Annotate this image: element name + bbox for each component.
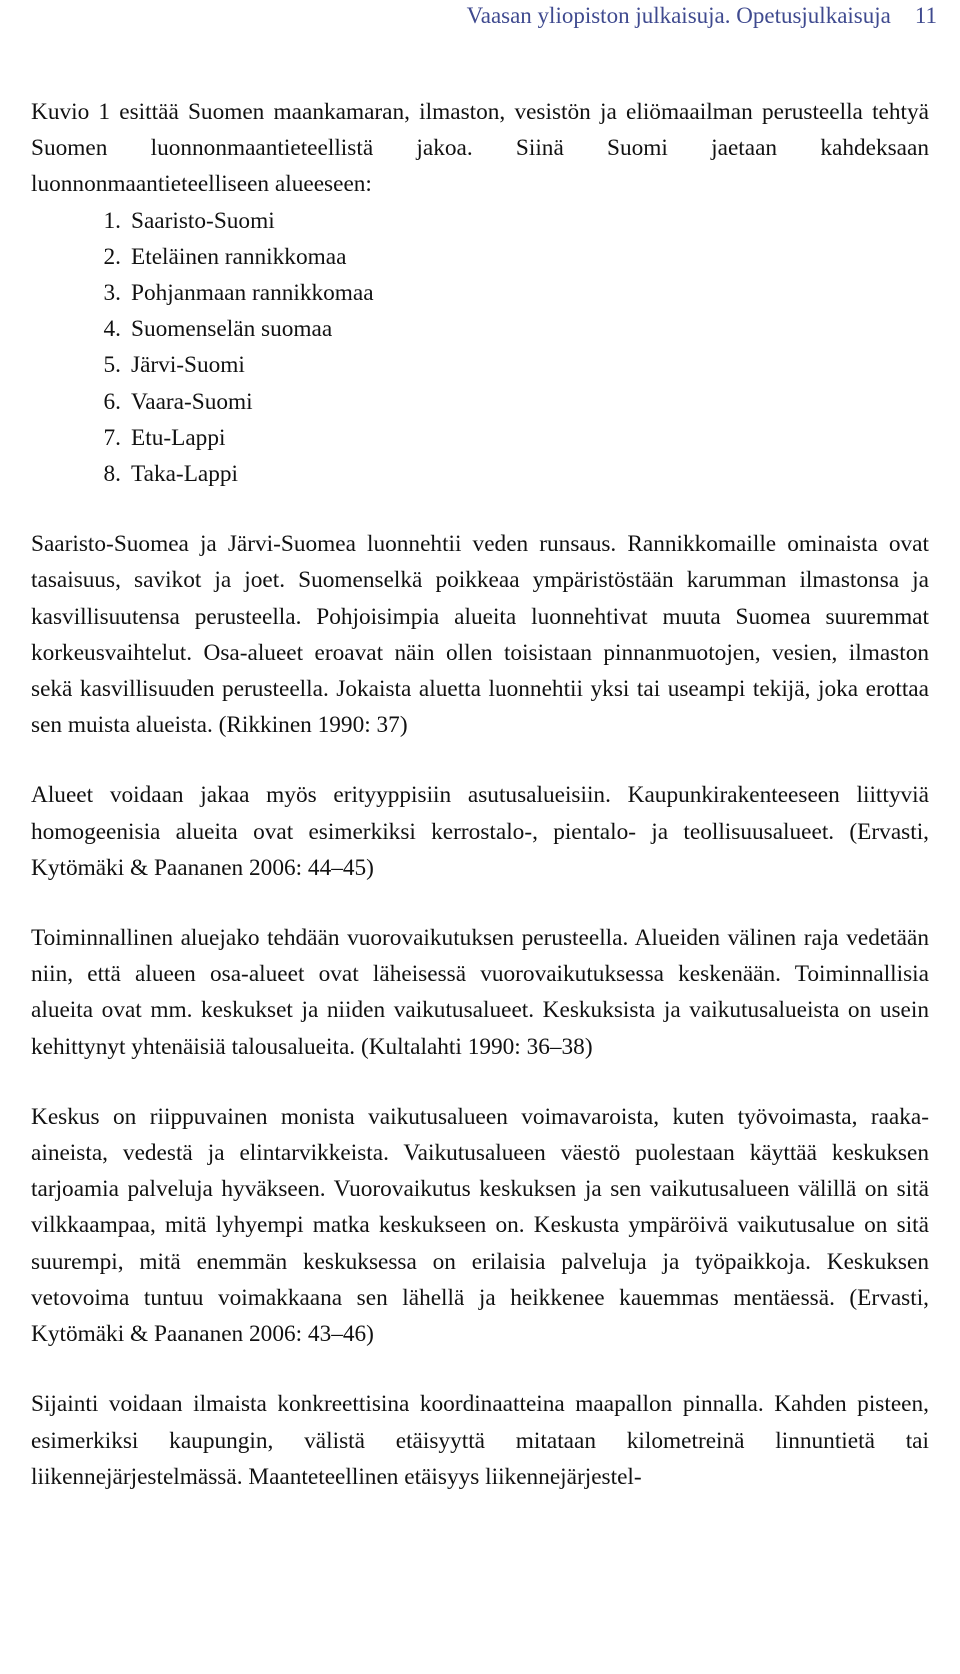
list-item-label: Taka-Lappi xyxy=(131,461,239,488)
list-item-number: 6. xyxy=(103,388,121,415)
paragraph: Saaristo-Suomea ja Järvi-Suomea luonnehtii veden runsaus. Rannikkomaille ominaista ovat tasaisuus, savikot ja joet. Suomenselkä poikkeaa ympäristöstään karumman ilmastonsa ja kasvillisuutensa perusteella. Pohjoisimpia alueita luonnehtivat muuta Suomea suuremmat korkeusvaihtelut. Osa-alueet eroavat näin ollen toisistaan pinnanmuotojen, vesien, ilmaston sekä kasvillisuuden perusteella. Jokaista aluetta luonnehtii yksi tai useampi tekijä, joka erottaa sen muista alueista. (Rikkinen 1990: 37) xyxy=(31,531,929,739)
list-item xyxy=(31,311,929,347)
region-list xyxy=(31,203,929,493)
paragraph: Alueet voidaan jakaa myös erityyppisiin asutusalueisiin. Kaupunkirakenteeseen liittyviä homogeenisia alueita ovat esimerkiksi kerrostalo-, pientalo- ja teollisuusalueet. (Ervasti, Kytömäki & Paananen 2006: 44–45) xyxy=(31,782,929,881)
list-item-label: Eteläinen rannikkomaa xyxy=(131,243,347,270)
list-item-number: 7. xyxy=(103,424,121,451)
paragraph: Keskus on riippuvainen monista vaikutusalueen voimavaroista, kuten työvoimasta, raaka-aineista, vedestä ja elintarvikkeista. Vaikutusalueen väestö puolestaan käyttää keskuksen tarjoamia palveluja hyväkseen. Vuorovaikutus keskuksen ja sen vaikutusalueen välillä on sitä vilkkaampaa, mitä lyhyempi matka keskukseen on. Keskusta ympäröivä vaikutusalue on sitä suurempi, mitä enemmän keskuksessa on erilaisia palveluja ja työpaikkoja. Keskuksen vetovoima tuntuu voimakkaana sen lähellä ja heikkenee kauemmas mentäessä. (Ervasti, Kytömäki & Paananen 2006: 43–46) xyxy=(31,1103,929,1348)
body-text xyxy=(31,94,929,1495)
page-number: 11 xyxy=(914,3,937,28)
list-item-number: 3. xyxy=(103,280,121,307)
list-item-number: 4. xyxy=(103,316,121,343)
publication-title: Vaasan yliopiston julkaisuja. Opetusjulkaisuja xyxy=(466,3,891,28)
intro-paragraph: Kuvio 1 esittää Suomen maankamaran, ilmaston, vesistön ja eliömaailman perusteella tehtyä Suomen luonnonmaantieteellistä jakoa. Siinä Suomi jaetaan kahdeksaan luonnonmaantieteelliseen alueeseen: xyxy=(31,99,929,198)
list-item-label: Vaara-Suomi xyxy=(131,388,253,415)
list-item-label: Saaristo-Suomi xyxy=(131,207,275,234)
list-item-label: Etu-Lappi xyxy=(131,424,226,451)
paragraph: Toiminnallinen aluejako tehdään vuorovaikutuksen perusteella. Alueiden välinen raja vedetään niin, että alueen osa-alueet ovat läheisessä vuorovaikutuksessa keskenään. Toiminnallisia alueita ovat mm. keskukset ja niiden vaikutusalueet. Keskuksista ja vaikutusalueista on usein kehittynyt yhtenäisiä talousalueita. (Kultalahti 1990: 36–38) xyxy=(31,925,929,1060)
list-item-label: Suomenselän suomaa xyxy=(131,316,333,343)
list-item xyxy=(31,384,929,420)
list-item-number: 1. xyxy=(103,207,121,234)
list-item xyxy=(31,239,929,275)
list-item xyxy=(31,456,929,492)
running-header xyxy=(467,2,937,30)
list-item-label: Järvi-Suomi xyxy=(131,352,245,379)
paragraph: Sijainti voidaan ilmaista konkreettisina koordinaatteina maapallon pinnalla. Kahden pisteen, esimerkiksi kaupungin, välistä etäisyyttä mitataan kilometreinä linnuntietä tai liikennejärjestelmässä. Maanteteellinen etäisyys liikennejärjestel- xyxy=(31,1391,929,1490)
list-item xyxy=(31,203,929,239)
list-item xyxy=(31,275,929,311)
list-item-number: 8. xyxy=(103,461,121,488)
list-item xyxy=(31,420,929,456)
list-item-label: Pohjanmaan rannikkomaa xyxy=(131,280,374,307)
list-item-number: 5. xyxy=(103,352,121,379)
list-item-number: 2. xyxy=(103,243,121,270)
list-item xyxy=(31,347,929,383)
